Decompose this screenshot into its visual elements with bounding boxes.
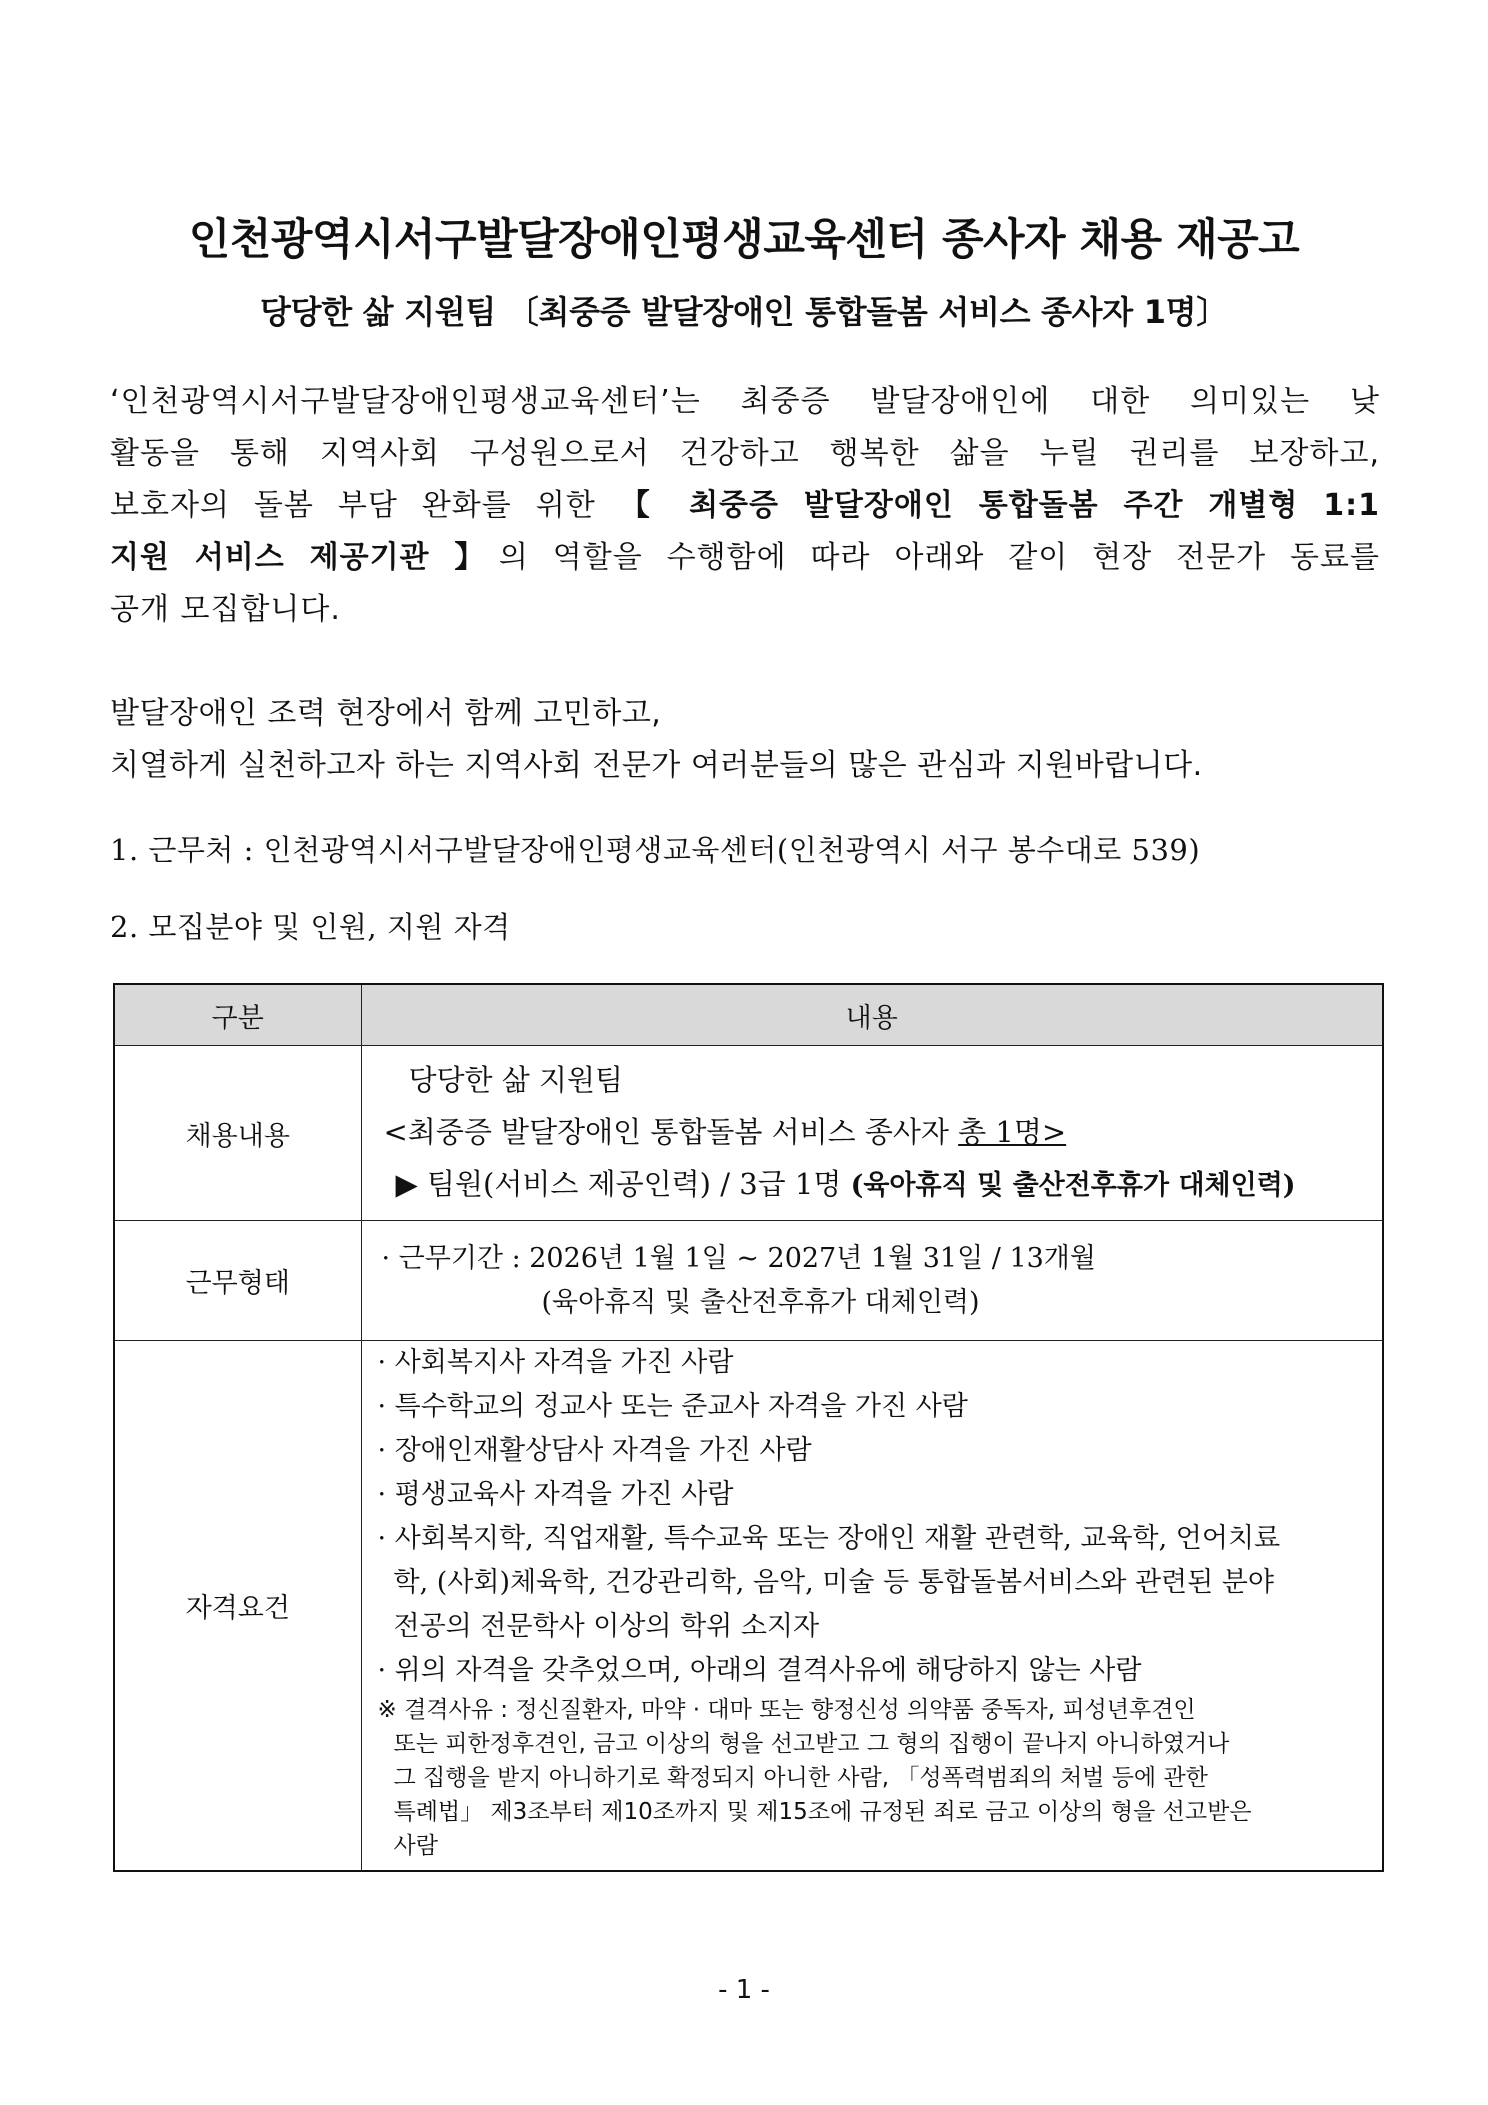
intro-line-3-bold: 【 최중증 발달장애인 통합돌봄 주간 개별형 1:1 xyxy=(619,488,1380,523)
recruit-replacement-note: (육아휴직 및 출산전후휴가 대체인력) xyxy=(850,1170,1296,1201)
work-period-note: (육아휴직 및 출산전후휴가 대체인력) xyxy=(541,1286,980,1318)
row-label-work-type: 근무형태 xyxy=(114,1221,361,1341)
intro-line-2: 활동을 통해 지역사회 구성원으로서 건강하고 행복한 삶을 누릴 권리를 보장하고, xyxy=(110,436,1380,471)
recruit-position xyxy=(384,1106,1361,1158)
appeal-line-2: 치열하게 실천하고자 하는 지역사회 전문가 여러분들의 많은 관심과 지원바랍니다. xyxy=(110,748,1203,783)
qualification-item: · 사회복지사 자격을 가진 사람 xyxy=(377,1347,734,1378)
disqualification-note xyxy=(378,1693,1367,1863)
intro-line-3 xyxy=(110,480,1380,531)
intro-line-4-text: 의 역할을 수행함에 따라 아래와 같이 현장 전문가 동료를 xyxy=(498,540,1380,575)
note-line: ※ 결격사유 : 정신질환자, 마약 · 대마 또는 향정신성 의약품 중독자, 피성년후견인 xyxy=(377,1697,1196,1723)
section-2-heading: 2. 모집분야 및 인원, 지원 자격 xyxy=(110,910,511,944)
intro-line-1: ‘인천광역시서구발달장애인평생교육센터’는 최중증 발달장애인에 대한 의미있는 낮 xyxy=(110,384,1380,419)
qualification-item: · 평생교육사 자격을 가진 사람 xyxy=(377,1479,734,1510)
qualification-item: · 장애인재활상담사 자격을 가진 사람 xyxy=(377,1435,812,1466)
row-content-recruitment xyxy=(361,1046,1383,1221)
page-number: - 1 - xyxy=(718,1975,770,2005)
intro-line-4-bold: 지원 서비스 제공기관 】 xyxy=(110,540,499,575)
note-line: 또는 피한정후견인, 금고 이상의 형을 선고받고 그 형의 집행이 끝나지 아니하였거나 xyxy=(393,1731,1230,1757)
recruit-position-text: <최중증 발달장애인 통합돌봄 서비스 종사자 xyxy=(383,1115,959,1149)
table-row-qualifications xyxy=(114,1341,1383,1871)
table-header-row xyxy=(114,984,1383,1046)
table-header-category: 구분 xyxy=(114,984,361,1046)
row-label-qualifications: 자격요건 xyxy=(114,1341,361,1871)
intro-line-5: 공개 모집합니다. xyxy=(110,592,341,627)
intro-line-4 xyxy=(110,532,1380,583)
recruit-total-count: 총 1명> xyxy=(958,1115,1067,1149)
section-1-workplace: 1. 근무처 : 인천광역시서구발달장애인평생교육센터(인천광역시 서구 봉수대로 539) xyxy=(110,833,1201,867)
qualification-item: · 사회복지학, 직업재활, 특수교육 또는 장애인 재활 관련학, 교육학, 언어치료 xyxy=(377,1523,1281,1554)
recruit-rank-text: ▶ 팀원(서비스 제공인력) / 3급 1명 xyxy=(395,1167,851,1201)
note-line: 그 집행을 받지 아니하기로 확정되지 아니한 사람, 「성폭력범죄의 처벌 등에 관한 xyxy=(393,1765,1208,1791)
qualification-item-continued: 전공의 전문학사 이상의 학위 소지자 xyxy=(393,1611,820,1642)
note-line: 사람 xyxy=(393,1833,438,1859)
row-label-recruitment: 채용내용 xyxy=(114,1046,361,1221)
row-content-qualifications xyxy=(361,1341,1383,1871)
note-line: 특례법」 제3조부터 제10조까지 및 제15조에 규정된 죄로 금고 이상의 형을 선고받은 xyxy=(393,1799,1252,1825)
recruitment-table xyxy=(113,983,1384,1872)
recruit-team-name: 당당한 삶 지원팀 xyxy=(408,1063,624,1097)
page-title: 인천광역시서구발달장애인평생교육센터 종사자 채용 재공고 xyxy=(188,215,1300,265)
row-content-work-type xyxy=(361,1221,1383,1341)
appeal-line-1: 발달장애인 조력 현장에서 함께 고민하고, xyxy=(110,696,662,731)
work-period: · 근무기간 : 2026년 1월 1일 ~ 2027년 1월 31일 / 13개월 xyxy=(381,1242,1096,1274)
qualification-item: · 위의 자격을 갖추었으며, 아래의 결격사유에 해당하지 않는 사람 xyxy=(377,1655,1142,1686)
intro-line-3-text: 보호자의 돌봄 부담 완화를 위한 xyxy=(110,488,620,523)
qualification-item: · 특수학교의 정교사 또는 준교사 자격을 가진 사람 xyxy=(377,1391,968,1422)
table-row-work-type xyxy=(114,1221,1383,1341)
recruit-rank xyxy=(384,1158,1361,1212)
qualification-item-continued: 학, (사회)체육학, 건강관리학, 음악, 미술 등 통합돌봄서비스와 관련된 분야 xyxy=(393,1567,1274,1598)
table-header-content: 내용 xyxy=(361,984,1383,1046)
page-subtitle: 당당한 삶 지원팀 〔최중증 발달장애인 통합돌봄 서비스 종사자 1명〕 xyxy=(259,293,1228,331)
table-row-recruitment xyxy=(114,1046,1383,1221)
